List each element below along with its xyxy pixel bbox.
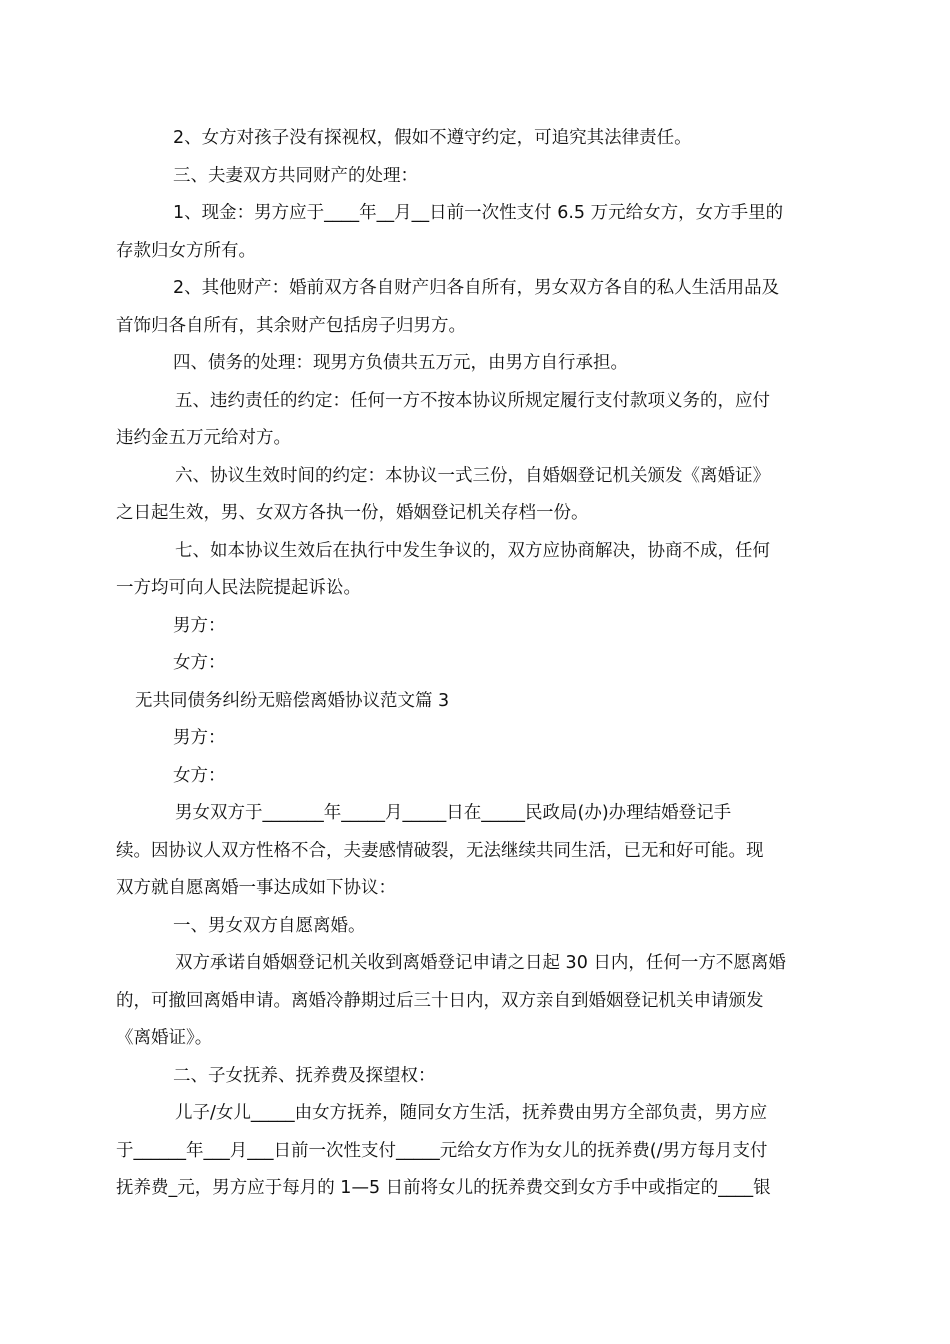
text-line: 双方承诺自婚姻登记机关收到离婚登记申请之日起 30 日内，任何一方不愿离婚: [175, 953, 786, 973]
party-label-female: 女方：: [173, 766, 226, 786]
text-line: 抚养费_元，男方应于每月的 1—5 日前将女儿的抚养费交到女方手中或指定的____银: [116, 1178, 771, 1198]
article-title: 无共同债务纠纷无赔偿离婚协议范文篇 3: [135, 691, 450, 711]
text-line: 违约金五万元给对方。: [116, 428, 291, 448]
section-heading: 四、债务的处理：现男方负债共五万元，由男方自行承担。: [173, 353, 628, 373]
section-heading: 七、如本协议生效后在执行中发生争议的，双方应协商解决，协商不成，任何: [175, 541, 770, 561]
text-line: 于______年___月___日前一次性支付_____元给女方作为女儿的抚养费(/男方每月支付: [116, 1141, 768, 1161]
section-heading: 六、协议生效时间的约定：本协议一式三份，自婚姻登记机关颁发《离婚证》: [175, 466, 770, 486]
signature-label-male: 男方：: [173, 616, 226, 636]
text-line: 续。因协议人双方性格不合，夫妻感情破裂，无法继续共同生活，已无和好可能。现: [116, 841, 764, 861]
text-line: 2、女方对孩子没有探视权，假如不遵守约定，可追究其法律责任。: [173, 128, 692, 148]
text-line: 《离婚证》。: [116, 1028, 213, 1048]
text-line: 双方就自愿离婚一事达成如下协议：: [116, 878, 396, 898]
signature-label-female: 女方：: [173, 653, 226, 673]
text-line: 首饰归各自所有，其余财产包括房子归男方。: [116, 316, 466, 336]
text-line: 男女双方于_______年_____月_____日在_____民政局(办)办理结婚登记手: [175, 803, 732, 823]
text-line: 存款归女方所有。: [116, 241, 256, 261]
text-line: 1、现金：男方应于____年__月__日前一次性支付 6.5 万元给女方，女方手里的: [173, 203, 784, 223]
section-heading: 五、违约责任的约定：任何一方不按本协议所规定履行支付款项义务的，应付: [175, 391, 770, 411]
section-heading: 一、男女双方自愿离婚。: [173, 916, 366, 936]
text-line: 的，可撤回离婚申请。离婚冷静期过后三十日内，双方亲自到婚姻登记机关申请颁发: [116, 991, 764, 1011]
text-line: 一方均可向人民法院提起诉讼。: [116, 578, 361, 598]
section-heading: 三、夫妻双方共同财产的处理：: [173, 166, 418, 186]
party-label-male: 男方：: [173, 728, 226, 748]
text-line: 之日起生效，男、女双方各执一份，婚姻登记机关存档一份。: [116, 503, 589, 523]
text-line: 儿子/女儿_____由女方抚养，随同女方生活，抚养费由男方全部负责，男方应: [175, 1103, 768, 1123]
section-heading: 二、子女抚养、抚养费及探望权：: [173, 1066, 436, 1086]
text-line: 2、其他财产：婚前双方各自财产归各自所有，男女双方各自的私人生活用品及: [173, 278, 780, 298]
